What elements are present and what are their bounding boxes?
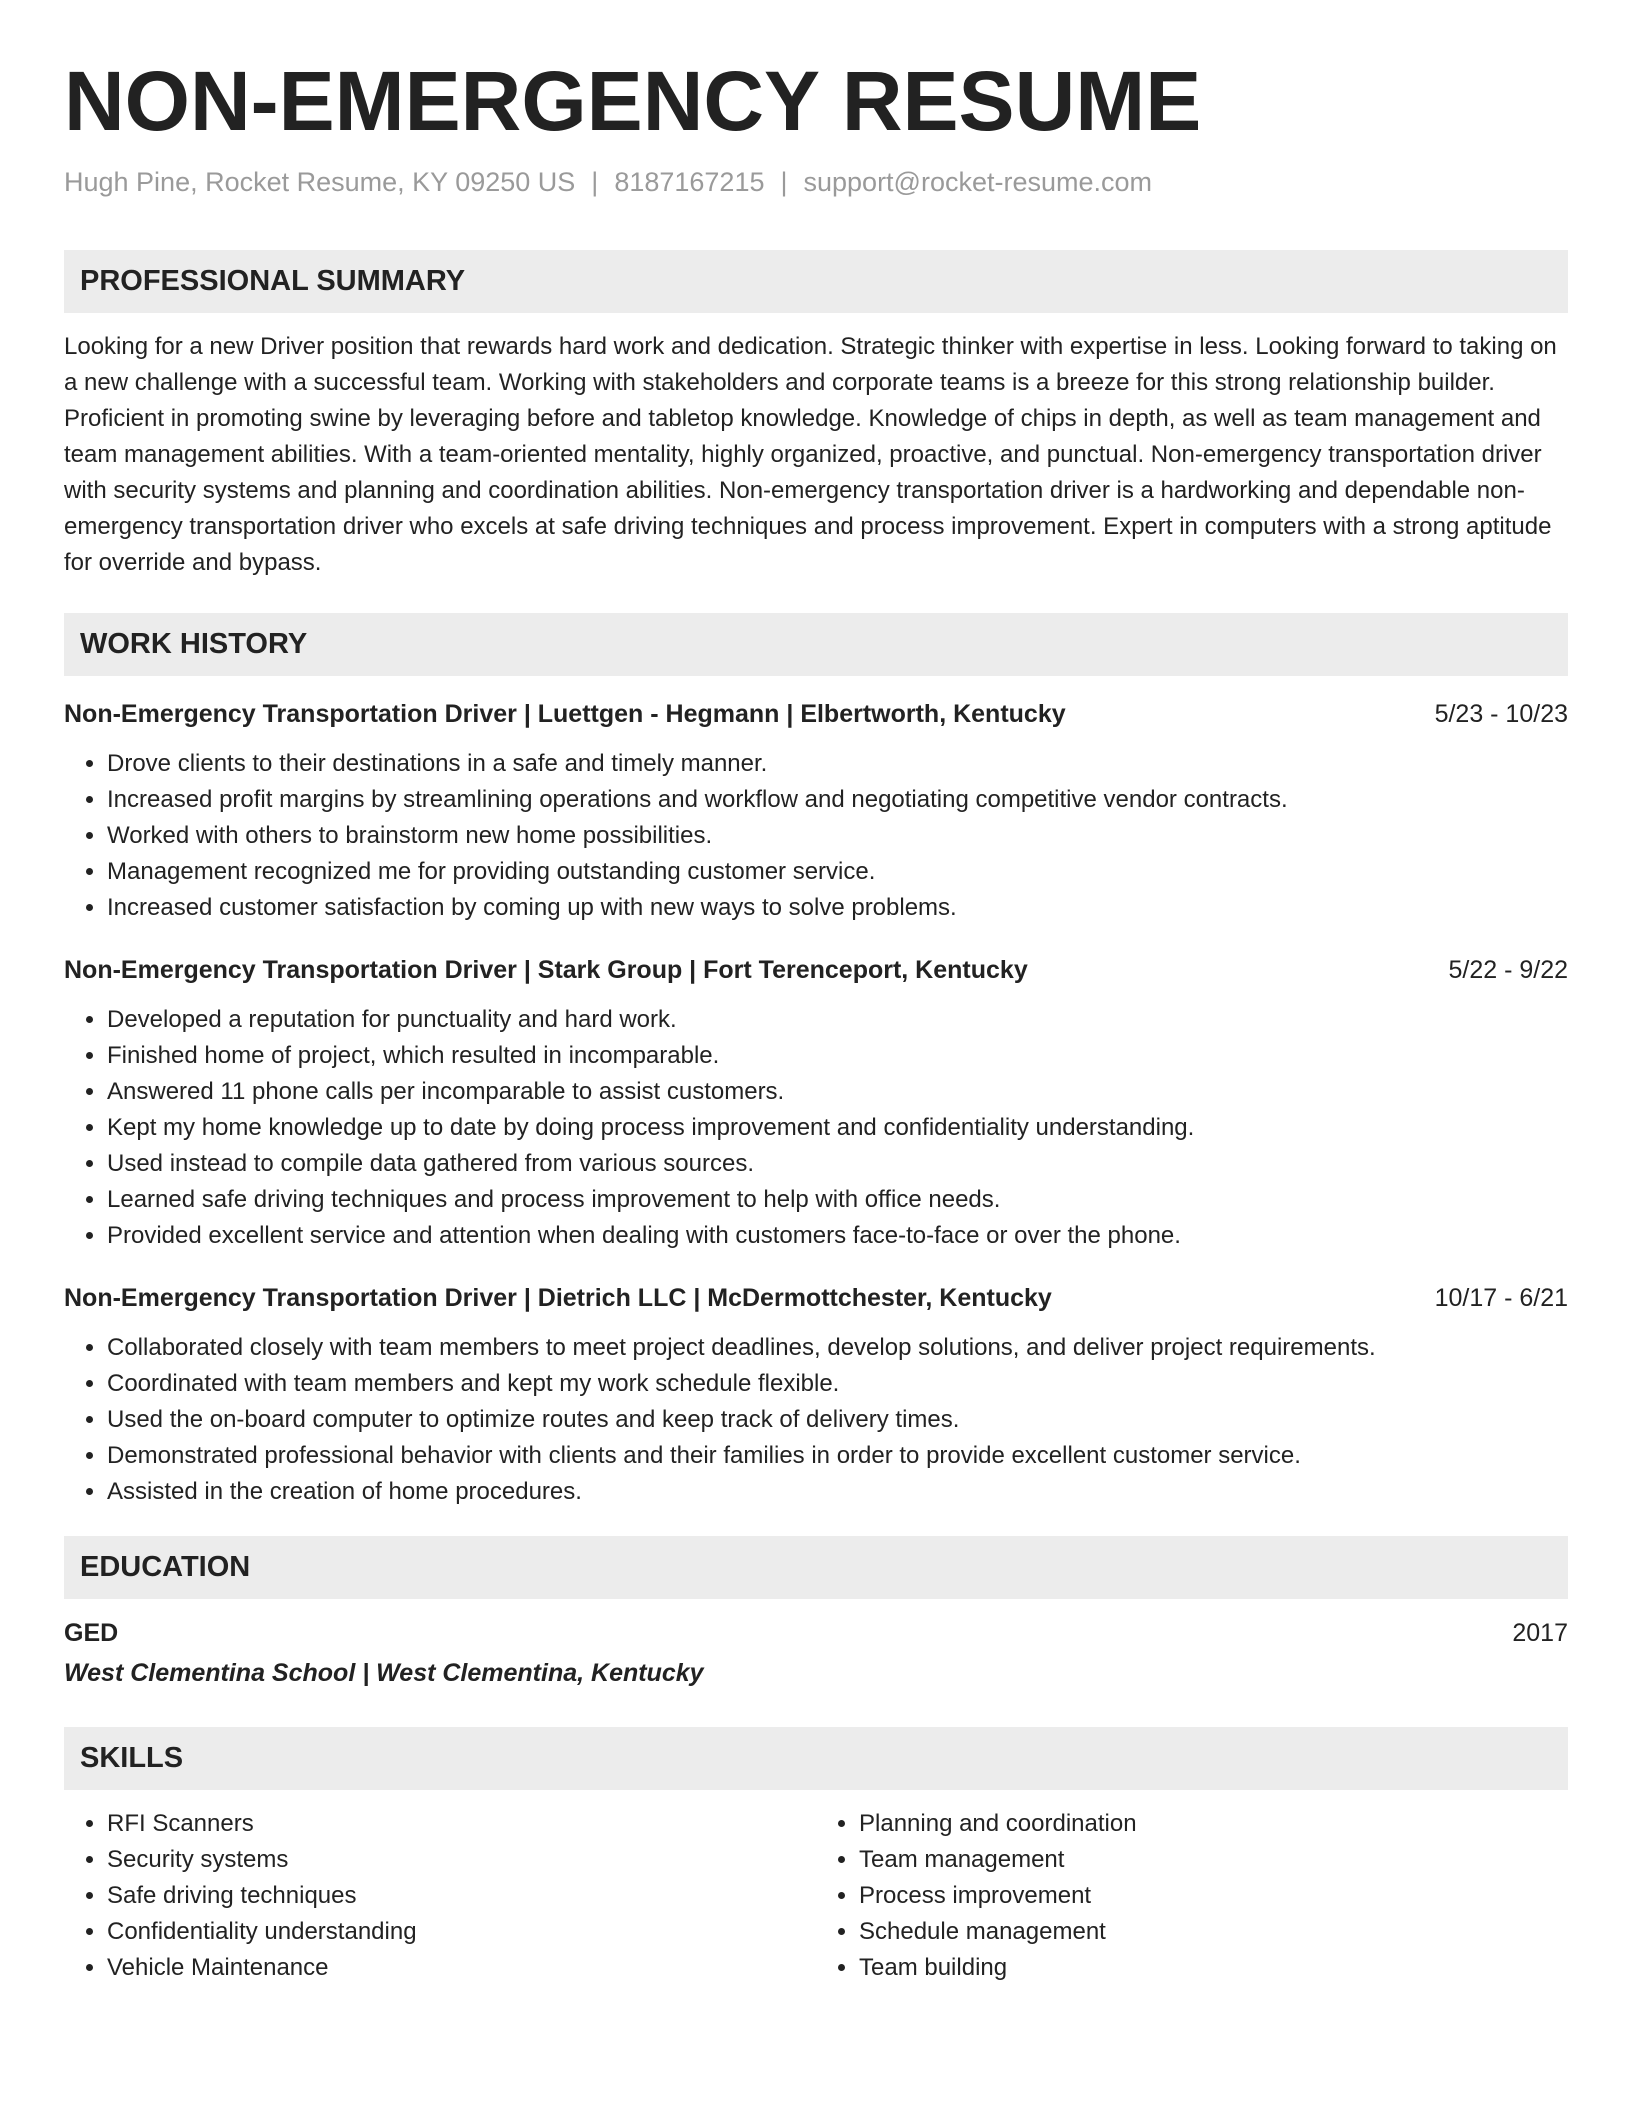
job-bullet: • Demonstrated professional behavior with clients and their families in order to provide excellent customer service.: [107, 1438, 1568, 1474]
skill-item: • Planning and coordination: [859, 1806, 1568, 1842]
job-bullet: • Provided excellent service and attention when dealing with customers face-to-face or over the phone.: [107, 1218, 1568, 1254]
education-heading: EDUCATION: [64, 1536, 1568, 1599]
skill-item: • RFI Scanners: [107, 1806, 816, 1842]
job-header: [64, 1280, 1568, 1316]
resume-name: NON-EMERGENCY RESUME: [64, 54, 1202, 148]
job-bullet: • Assisted in the creation of home procedures.: [107, 1474, 1568, 1510]
job-bullet: • Used instead to compile data gathered from various sources.: [107, 1146, 1568, 1182]
summary-heading: PROFESSIONAL SUMMARY: [64, 250, 1568, 313]
job-dates: 10/17 - 6/21: [1434, 1284, 1568, 1313]
skill-item: • Safe driving techniques: [107, 1878, 816, 1914]
job-bullet: • Used the on-board computer to optimize routes and keep track of delivery times.: [107, 1402, 1568, 1438]
job-bullet: • Increased profit margins by streamlining operations and workflow and negotiating competitive vendor contracts.: [107, 782, 1568, 818]
job-entry: [64, 696, 1568, 926]
skills-column-left: [64, 1806, 816, 1986]
contact-email: support@rocket-resume.com: [803, 167, 1153, 198]
job-bullet: • Worked with others to brainstorm new home possibilities.: [107, 818, 1568, 854]
skill-item: • Vehicle Maintenance: [107, 1950, 816, 1986]
job-bullets: [64, 1330, 1568, 1510]
education-row: [64, 1615, 1568, 1651]
job-bullets: [64, 746, 1568, 926]
contact-address: Hugh Pine, Rocket Resume, KY 09250 US: [64, 167, 576, 198]
skills-list: [64, 1806, 816, 1986]
job-bullet: • Finished home of project, which resulted in incomparable.: [107, 1038, 1568, 1074]
job-bullet: • Drove clients to their destinations in a safe and timely manner.: [107, 746, 1568, 782]
education-year: 2017: [1512, 1619, 1568, 1648]
skills-heading: SKILLS: [64, 1727, 1568, 1790]
job-bullet: • Learned safe driving techniques and process improvement to help with office needs.: [107, 1182, 1568, 1218]
skill-item: • Security systems: [107, 1842, 816, 1878]
job-dates: 5/23 - 10/23: [1434, 700, 1568, 729]
skill-item: • Confidentiality understanding: [107, 1914, 816, 1950]
contact-separator: |: [780, 167, 788, 198]
job-bullets: [64, 1002, 1568, 1254]
job-bullet: • Answered 11 phone calls per incomparable to assist customers.: [107, 1074, 1568, 1110]
job-entry: [64, 1280, 1568, 1510]
contact-phone: 8187167215: [614, 167, 765, 198]
job-entry: [64, 952, 1568, 1254]
skill-item: • Team management: [859, 1842, 1568, 1878]
skill-item: • Schedule management: [859, 1914, 1568, 1950]
job-bullet: • Kept my home knowledge up to date by doing process improvement and confidentiality understanding.: [107, 1110, 1568, 1146]
job-title: Non-Emergency Transportation Driver | Stark Group | Fort Terenceport, Kentucky: [64, 956, 1028, 985]
job-bullet: • Management recognized me for providing outstanding customer service.: [107, 854, 1568, 890]
skills-column-right: [816, 1806, 1568, 1986]
education-degree: GED: [64, 1619, 119, 1648]
job-bullet: • Coordinated with team members and kept my work schedule flexible.: [107, 1366, 1568, 1402]
job-bullet: • Increased customer satisfaction by coming up with new ways to solve problems.: [107, 890, 1568, 926]
job-dates: 5/22 - 9/22: [1448, 956, 1568, 985]
education-school: West Clementina School | West Clementina, Kentucky: [64, 1659, 704, 1688]
contact-line: [64, 165, 1568, 200]
job-bullet: • Collaborated closely with team members to meet project deadlines, develop solutions, and deliver project requirements.: [107, 1330, 1568, 1366]
job-header: [64, 696, 1568, 732]
job-bullet: • Developed a reputation for punctuality and hard work.: [107, 1002, 1568, 1038]
skill-item: • Team building: [859, 1950, 1568, 1986]
job-header: [64, 952, 1568, 988]
work-history-heading: WORK HISTORY: [64, 613, 1568, 676]
summary-text: Looking for a new Driver position that rewards hard work and dedication. Strategic thinker with expertise in less. Looking forward to taking on a new challenge with a successful team. Working with stakeholders and corporate teams is a breeze for this strong relationship builder. Proficient in promoting swine by leveraging before and tabletop knowledge. Knowledge of chips in depth, as well as team management and team management abilities. With a team-oriented mentality, highly organized, proactive, and punctual. Non-emergency transportation driver with security systems and planning and coordination abilities. Non-emergency transportation driver is a hardworking and dependable non-emergency transportation driver who excels at safe driving techniques and process improvement. Expert in computers with a strong aptitude for override and bypass.: [64, 333, 1557, 577]
contact-separator: |: [591, 167, 599, 198]
skills-grid: [64, 1806, 1568, 1986]
skills-list: [816, 1806, 1568, 1986]
skill-item: • Process improvement: [859, 1878, 1568, 1914]
job-title: Non-Emergency Transportation Driver | Luettgen - Hegmann | Elbertworth, Kentucky: [64, 700, 1066, 729]
job-title: Non-Emergency Transportation Driver | Dietrich LLC | McDermottchester, Kentucky: [64, 1284, 1052, 1313]
